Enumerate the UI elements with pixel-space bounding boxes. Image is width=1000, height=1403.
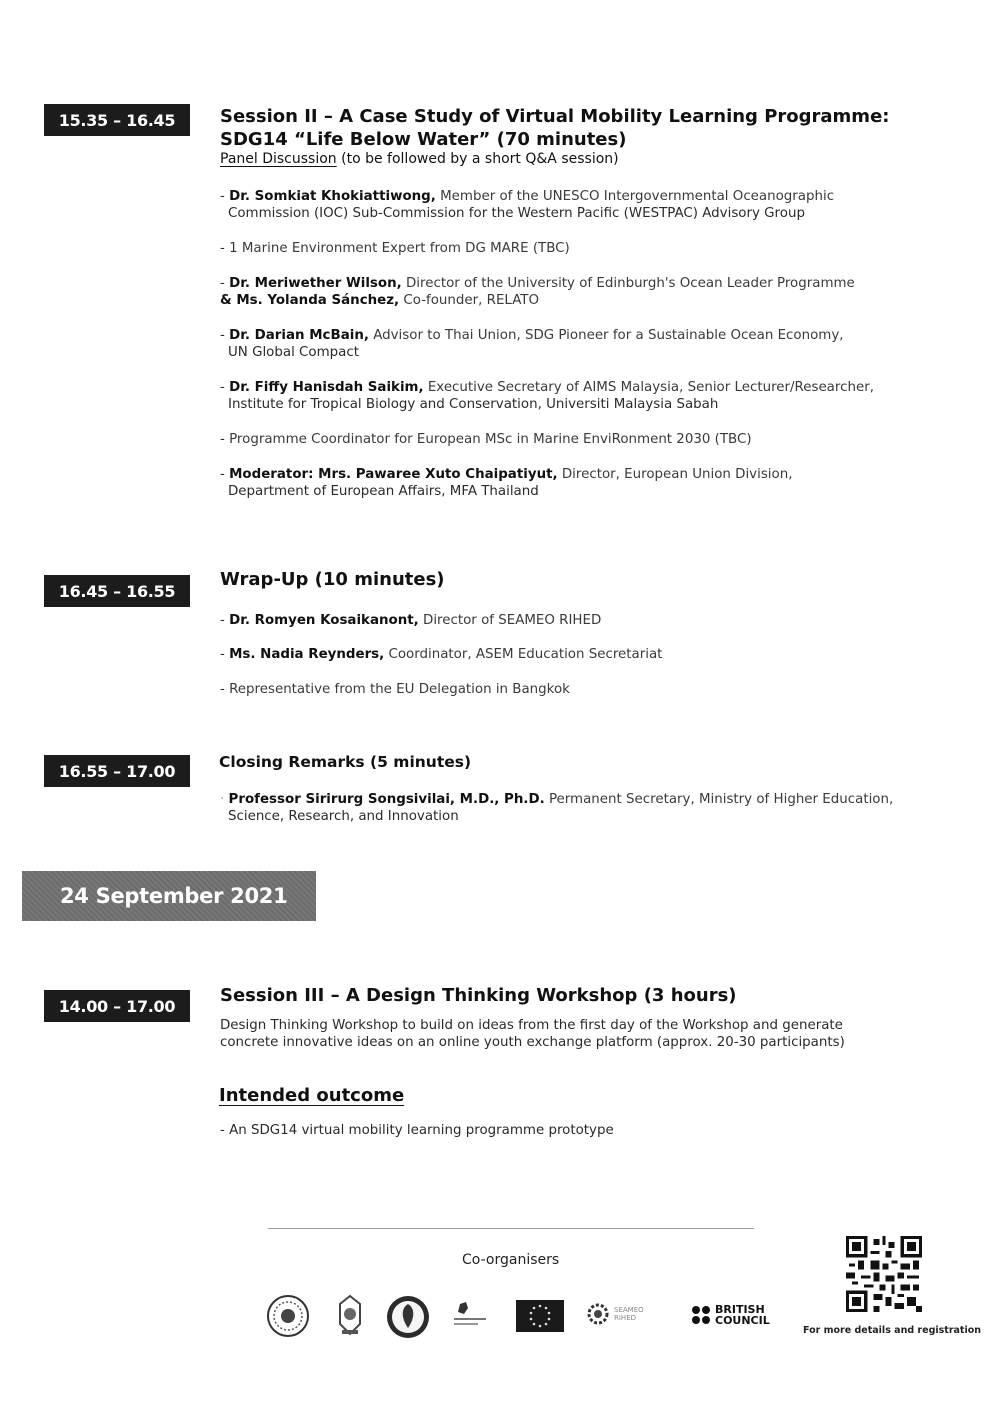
uk-crest-logo: [452, 1300, 488, 1334]
speaker-name: Dr. Meriwether Wilson,: [229, 276, 402, 291]
intended-outcome-item: - An SDG14 virtual mobility learning programme prototype: [220, 1123, 614, 1138]
speaker-role: Director of the University of Edinburgh's Ocean Leader Programme: [401, 276, 855, 291]
speaker-item: - Dr. Meriwether Wilson, Director of the University of Edinburgh's Ocean Leader Programme & Ms. Yolanda Sánchez, Co-founder, RELATO: [220, 275, 900, 309]
speaker-role-line2: Institute for Tropical Biology and Conservation, Universiti Malaysia Sabah: [228, 397, 719, 412]
qr-code[interactable]: [846, 1236, 922, 1312]
session2-time-badge: 15.35 – 16.45: [44, 104, 190, 136]
british-council-logo: [691, 1304, 770, 1326]
speaker-item: - Ms. Nadia Reynders, Coordinator, ASEM Education Secretariat: [220, 647, 663, 662]
session3-desc-line1: Design Thinking Workshop to build on ideas from the first day of the Workshop and generate: [220, 1018, 843, 1033]
eu-flag-logo: [516, 1300, 564, 1336]
session2-title-line1: Session II – A Case Study of Virtual Mobility Learning Programme:: [220, 106, 890, 127]
seameo-gear-icon: [586, 1302, 610, 1326]
moderator-name: Moderator: Mrs. Pawaree Xuto Chaipatiyut,: [229, 467, 558, 482]
emblem-1-logo: [266, 1294, 310, 1342]
speaker-name: Dr. Romyen Kosaikanont,: [229, 613, 419, 628]
session3-desc-line2: concrete innovative ideas on an online youth exchange platform (approx. 20-30 participants): [220, 1035, 845, 1050]
speaker-role: Advisor to Thai Union, SDG Pioneer for a Sustainable Ocean Economy,: [368, 328, 844, 343]
speaker-role-2: Co-founder, RELATO: [399, 293, 540, 308]
session3-title: Session III – A Design Thinking Workshop (3 hours): [220, 985, 737, 1006]
speaker-name: Ms. Nadia Reynders,: [229, 647, 385, 662]
speaker-role: Representative from the EU Delegation in Bangkok: [229, 682, 570, 697]
session3-description: [220, 1017, 900, 1051]
wrapup-title: Wrap-Up (10 minutes): [220, 569, 445, 590]
speaker-role: 1 Marine Environment Expert from DG MARE (TBC): [229, 241, 570, 256]
emblem-3-logo: [385, 1294, 431, 1344]
british-council-text-1: BRITISH: [715, 1303, 765, 1316]
intended-outcome-heading: Intended outcome: [219, 1085, 405, 1106]
speaker-name: Dr. Darian McBain,: [229, 328, 369, 343]
speaker-role: Coordinator, ASEM Education Secretariat: [384, 647, 663, 662]
qr-label: For more details and registration: [803, 1325, 981, 1336]
speaker-name: Dr. Fiffy Hanisdah Saikim,: [229, 380, 424, 395]
speaker-name: Dr. Somkiat Khokiattiwong,: [229, 189, 436, 204]
speaker-item: - 1 Marine Environment Expert from DG MARE (TBC): [220, 241, 570, 256]
speaker-line2: [220, 292, 900, 309]
moderator-role-line2: Department of European Affairs, MFA Thailand: [228, 484, 539, 499]
speaker-role-line2: UN Global Compact: [228, 345, 359, 360]
speaker-item: - Dr. Romyen Kosaikanont, Director of SEAMEO RIHED: [220, 613, 602, 628]
speaker-role: Member of the UNESCO Intergovernmental Oceanographic: [435, 189, 835, 204]
speaker-role: Executive Secretary of AIMS Malaysia, Senior Lecturer/Researcher,: [423, 380, 874, 395]
speaker-item: - Representative from the EU Delegation in Bangkok: [220, 682, 570, 697]
session2-title-line2: SDG14 “Life Below Water” (70 minutes): [220, 129, 627, 150]
panel-discussion-label: Panel Discussion: [220, 151, 337, 167]
speaker-role: Director of SEAMEO RIHED: [418, 613, 602, 628]
emblem-2-logo: [330, 1294, 370, 1342]
closing-title: Closing Remarks (5 minutes): [219, 753, 472, 771]
wrapup-time-badge: 16.45 – 16.55: [44, 575, 190, 607]
speaker-name-2: & Ms. Yolanda Sánchez,: [220, 293, 400, 308]
speaker-role-line2: Science, Research, and Innovation: [228, 809, 459, 824]
moderator-role: Director, European Union Division,: [557, 467, 793, 482]
speaker-item: - Dr. Fiffy Hanisdah Saikim, Executive Secretary of AIMS Malaysia, Senior Lecturer/Researcher, Institute for Tropical Biology and Conservation, Universiti Malaysia Sabah: [220, 379, 900, 413]
closing-time-badge: 16.55 – 17.00: [44, 755, 190, 787]
speaker-role-line2: Commission (IOC) Sub-Commission for the Western Pacific (WESTPAC) Advisory Group: [228, 206, 805, 221]
coorganisers-label: Co-organisers: [462, 1252, 560, 1268]
speaker-name: Professor Sirirurg Songsivilai, M.D., Ph.D.: [228, 792, 545, 807]
speaker-item: - Programme Coordinator for European MSc in Marine EnviRonment 2030 (TBC): [220, 432, 752, 447]
speaker-item: - Dr. Somkiat Khokiattiwong, Member of the UNESCO Intergovernmental Oceanographic Commission (IOC) Sub-Commission for the Western Pacific (WESTPAC) Advisory Group: [220, 188, 900, 222]
footer-divider: [268, 1228, 754, 1229]
speaker-role: Permanent Secretary, Ministry of Higher Education,: [544, 792, 894, 807]
panel-discussion-line: [220, 151, 619, 167]
british-council-dots-icon: [691, 1305, 711, 1325]
speaker-item: - Dr. Darian McBain, Advisor to Thai Union, SDG Pioneer for a Sustainable Ocean Economy, UN Global Compact: [220, 327, 900, 361]
speaker-role: Programme Coordinator for European MSc in Marine EnviRonment 2030 (TBC): [229, 432, 752, 447]
seameo-rihed-text: SEAMEO RIHED: [614, 1306, 644, 1322]
date-banner: 24 September 2021: [22, 871, 316, 921]
speaker-item: · Professor Sirirurg Songsivilai, M.D., Ph.D. Permanent Secretary, Ministry of Higher Education, Science, Research, and Innovation: [220, 791, 900, 825]
panel-discussion-note: (to be followed by a short Q&A session): [336, 151, 619, 167]
session3-time-badge: 14.00 – 17.00: [44, 990, 190, 1022]
british-council-text-2: COUNCIL: [715, 1314, 770, 1327]
moderator-item: - Moderator: Mrs. Pawaree Xuto Chaipatiyut, Director, European Union Division, Department of European Affairs, MFA Thailand: [220, 466, 900, 500]
seameo-rihed-logo: [586, 1302, 654, 1326]
